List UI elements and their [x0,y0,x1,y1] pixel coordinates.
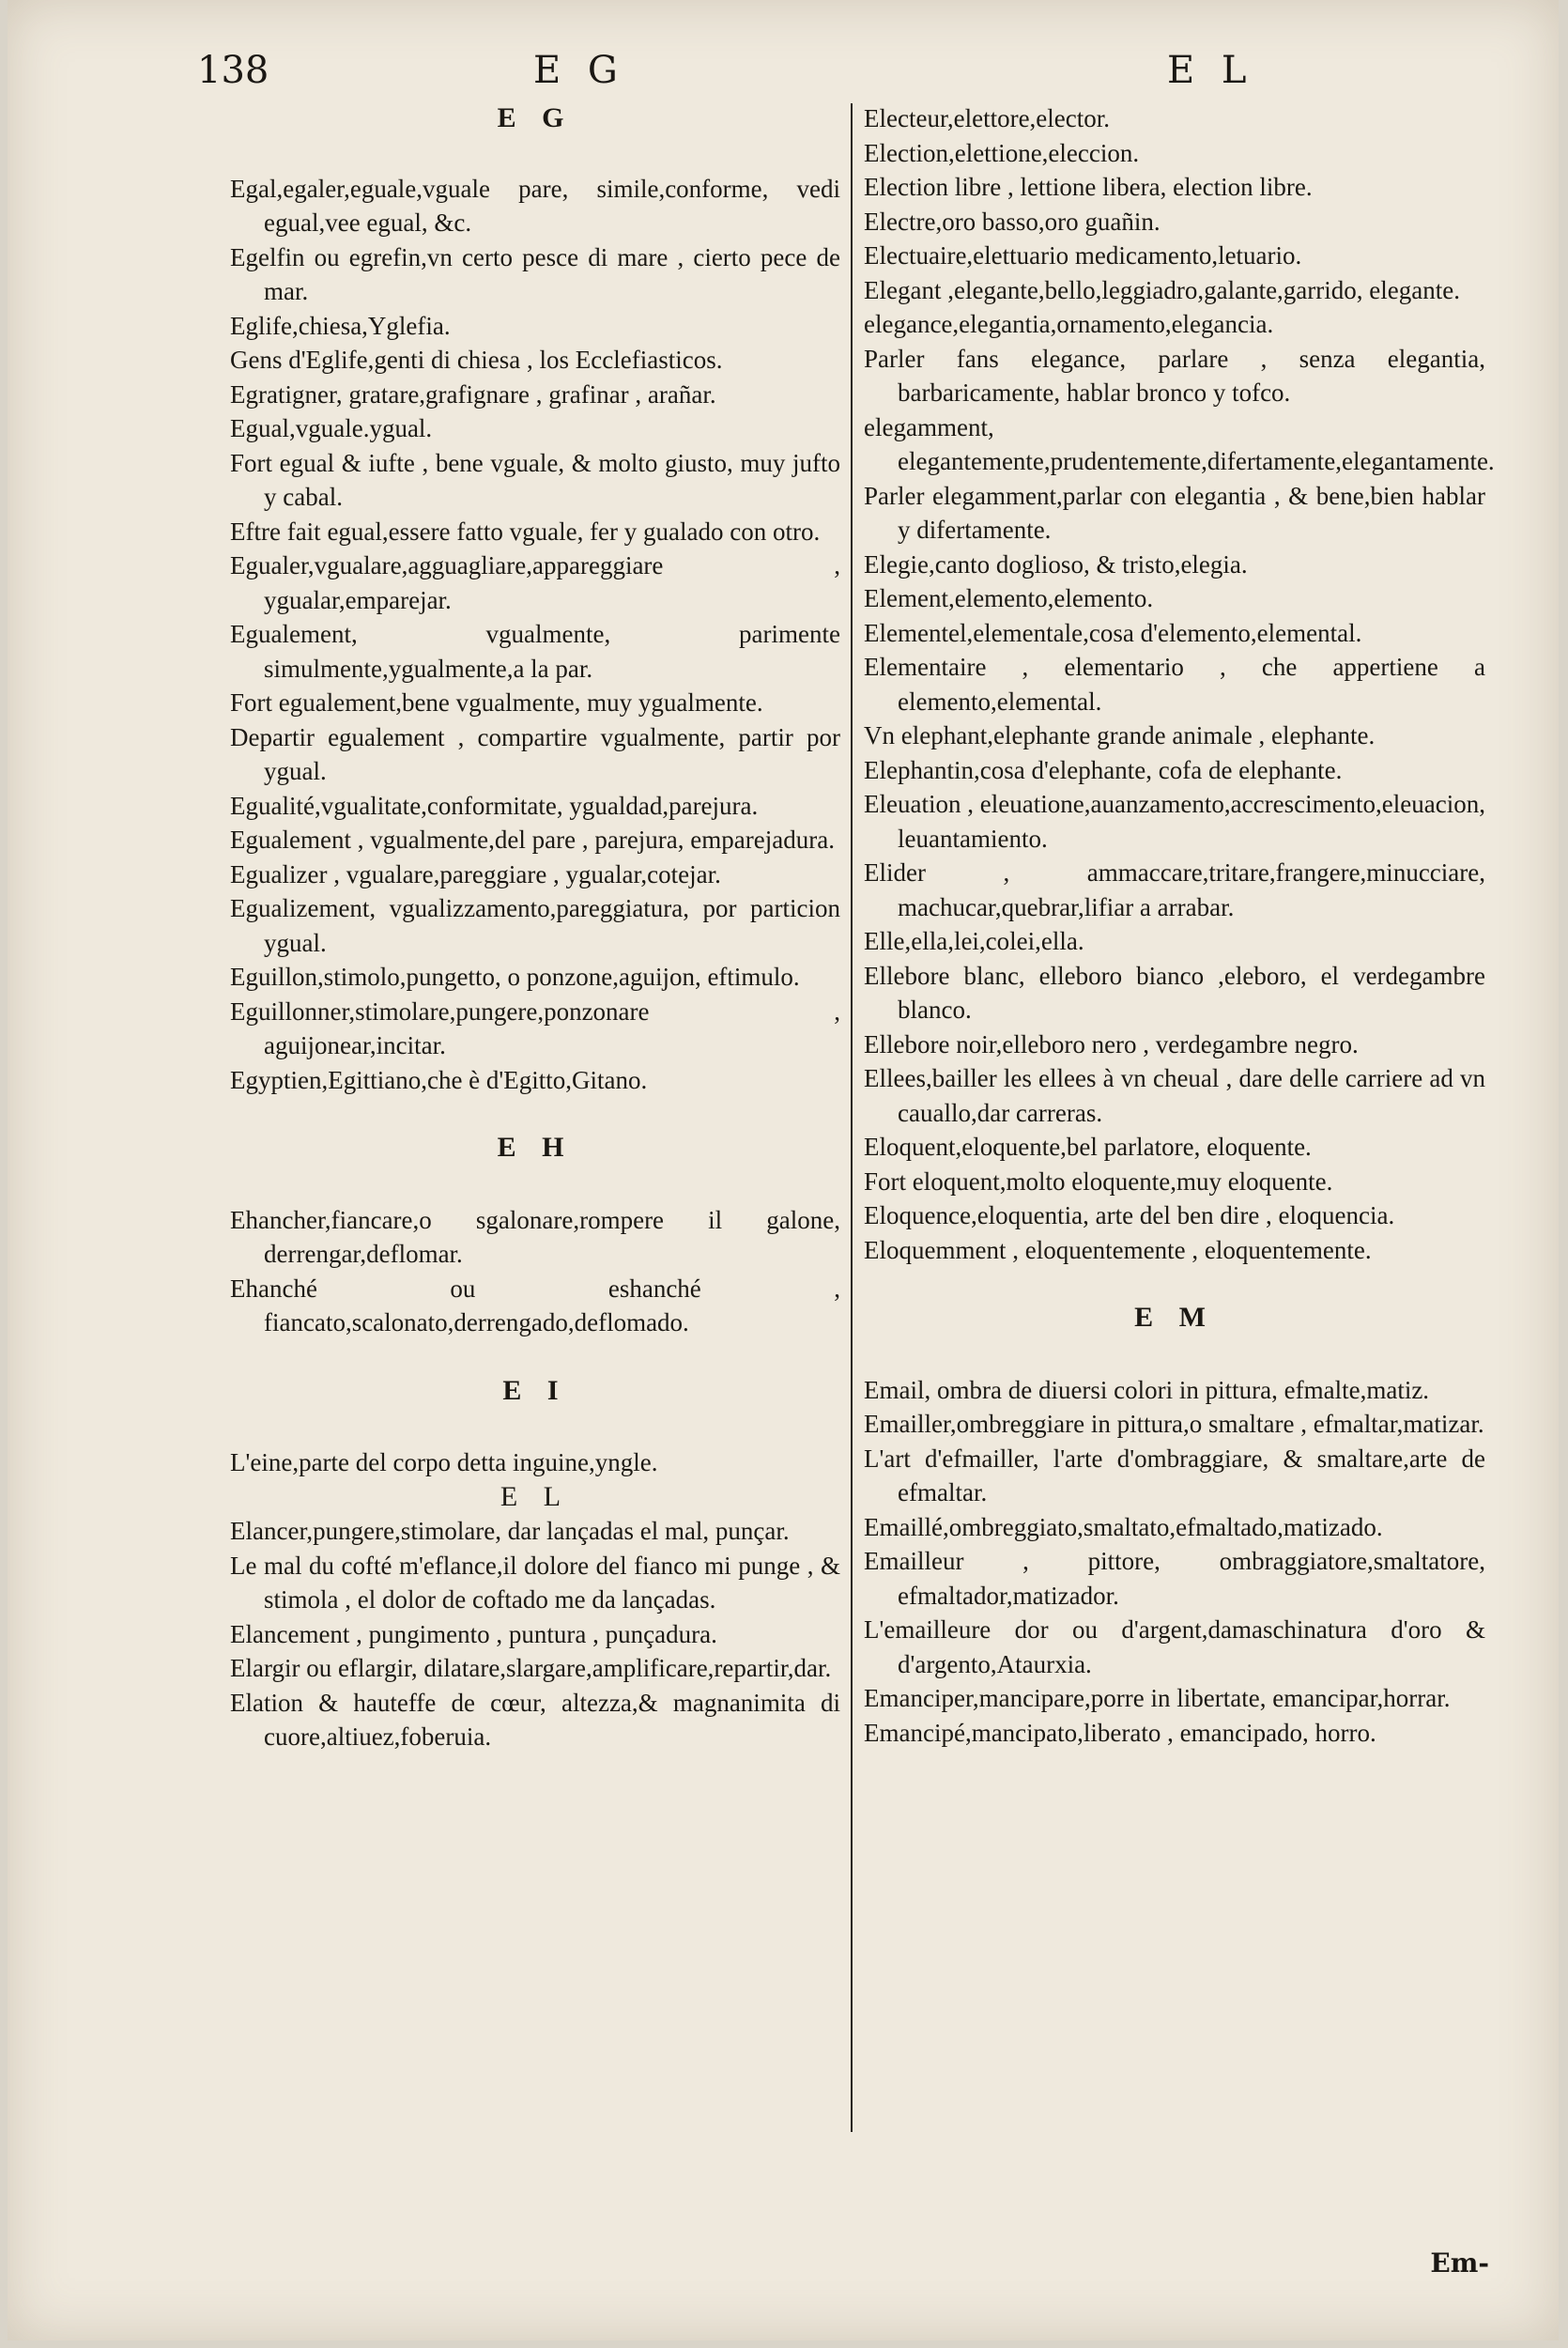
book-page [8,0,1559,2340]
dictionary-entry: Eleuation , eleuatione,auanzamento,accrescimento,eleuacion, leuantamiento. [864,790,1485,853]
right-column [864,101,1495,2284]
dictionary-entry: Parler elegamment,parlar con elegantia , & bene,bien hablar y difertamente. [864,481,1485,544]
dictionary-entry: Emanciper,mancipare,porre in libertate, emancipar,horrar. [864,1684,1451,1712]
dictionary-entry: Fort egualement,bene vgualmente, muy ygualmente. [230,688,763,717]
dictionary-entry: Elargir ou eflargir, dilatare,slargare,amplificare,repartir,dar. [230,1654,832,1682]
dictionary-entry: Parler fans elegance, parlare , senza elegantia, barbaricamente, hablar bronco y tofco. [864,344,1485,407]
dictionary-entry: Election libre , lettione libera, election libre. [864,173,1313,201]
section-heading: E L [500,1480,571,1512]
dictionary-entry: Elephantin,cosa d'elephante, cofa de elephante. [864,755,1343,784]
dictionary-entry: Election,elettione,eleccion. [864,138,1140,167]
section-heading: E H [497,1132,574,1163]
dictionary-entry: Electre,oro basso,oro guañin. [864,207,1161,236]
dictionary-entry: Fort egual & iufte , bene vguale, & molto giusto, muy jufto y cabal. [230,448,840,511]
dictionary-entry: Ellees,bailler les ellees à vn cheual , dare delle carriere ad vn cauallo,dar carreras. [864,1064,1485,1127]
dictionary-entry: Element,elemento,elemento. [864,584,1154,612]
dictionary-entry: Vn elephant,elephante grande animale , elephante. [864,721,1376,749]
dictionary-entry: L'emailleure dor ou d'argent,damaschinatura d'oro & d'argento,Ataurxia. [864,1615,1485,1678]
dictionary-entry: Egratigner, gratare,grafignare , grafinar , arañar. [230,379,716,409]
dictionary-entry: Eftre fait egual,essere fatto vguale, fer y gualado con otro. [230,517,821,546]
dictionary-entry: Eloquent,eloquente,bel parlatore, eloquente. [864,1133,1312,1161]
dictionary-entry: Elementaire , elementario , che appertiene a elemento,elemental. [864,653,1485,716]
dictionary-entry: L'eine,parte del corpo detta inguine,yngle. [230,1448,658,1476]
dictionary-entry: Emailler,ombreggiare in pittura,o smaltare , efmaltar,matizar. [864,1410,1484,1438]
dictionary-entry: Elancer,pungere,stimolare, dar lançadas el mal, punçar. [230,1517,790,1545]
dictionary-entry: Eguillonner,stimolare,pungere,ponzonare , aguijonear,incitar. [230,996,840,1059]
dictionary-entry: Eglife,chiesa,Yglefia. [230,311,451,340]
dictionary-entry: Electeur,elettore,elector. [864,104,1111,132]
dictionary-entry: Egualité,vgualitate,conformitate, ygualdad,parejura. [230,791,759,820]
dictionary-entry: Ellebore noir,elleboro nero , verdegambre negro. [864,1029,1359,1058]
left-column [230,101,840,2284]
dictionary-entry: Egelfin ou egrefin,vn certo pesce di mare , cierto pece de mar. [230,242,840,305]
dictionary-entry: Emancipé,mancipato,liberato , emancipado, horro. [864,1718,1376,1747]
dictionary-entry: L'art d'efmailler, l'arte d'ombraggiare, & smaltare,arte de efmaltar. [864,1444,1485,1506]
dictionary-entry: Elancement , pungimento , puntura , punçadura. [230,1619,717,1648]
dictionary-entry: Egualer,vgualare,agguagliare,appareggiare , ygualar,emparejar. [230,551,840,614]
dictionary-entry: Egual,vguale.ygual. [230,414,433,442]
dictionary-entry: Egualement , vgualmente,del pare , parejura, emparejadura. [230,826,835,854]
dictionary-entry: Eguillon,stimolo,pungetto, o ponzone,aguijon, eftimulo. [230,963,800,991]
dictionary-entry: Egyptien,Egittiano,che è d'Egitto,Gitano. [230,1065,648,1094]
section-heading: E M [1134,1302,1215,1333]
dictionary-entry: Ehanché ou eshanché , fiancato,scalonato,derrengado,deflomado. [230,1274,840,1336]
dictionary-entry: Fort eloquent,molto eloquente,muy eloquente. [864,1166,1333,1196]
dictionary-entry: Egal,egaler,eguale,vguale pare, simile,conforme, vedi egual,vee egual, &c. [230,174,840,237]
dictionary-entry: elegance,elegantia,ornamento,elegancia. [864,310,1274,338]
section-heading: E G [497,102,574,133]
dictionary-entry: Eloquemment , eloquentemente , eloquentemente. [864,1235,1372,1264]
dictionary-entry: Electuaire,elettuario medicamento,letuario. [864,241,1302,270]
dictionary-entry: Eloquence,eloquentia, arte del ben dire , eloquencia. [864,1201,1395,1229]
running-head-right: E L [1167,49,1254,92]
dictionary-entry: elegamment, elegantemente,prudentemente,difertamente,elegantamente. [864,412,1495,475]
running-head [8,49,1559,105]
dictionary-entry: Emaillé,ombreggiato,smaltato,efmaltado,matizado. [864,1512,1383,1541]
dictionary-entry: Emailleur , pittore, ombraggiatore,smaltatore, efmaltador,matizador. [864,1547,1485,1610]
dictionary-entry: Egualement, vgualmente, parimente simulmente,ygualmente,a la par. [230,620,840,683]
dictionary-entry: Email, ombra de diuersi colori in pittura, efmalte,matiz. [864,1375,1430,1404]
dictionary-entry: Egualizement, vgualizzamento,pareggiatura, por particion ygual. [230,894,840,957]
dictionary-entry: Elementel,elementale,cosa d'elemento,elemental. [864,618,1362,647]
dictionary-entry: Elider , ammaccare,tritare,frangere,minucciare, machucar,quebrar,lifiar a arrabar. [864,858,1485,921]
dictionary-entry: Ellebore blanc, elleboro bianco ,eleboro, el verdegambre blanco. [864,961,1485,1024]
dictionary-entry: Elegie,canto doglioso, & tristo,elegia. [864,549,1248,579]
dictionary-entry: Ehancher,fiancare,o sgalonare,rompere il galone, derrengar,deflomar. [230,1205,840,1268]
running-head-left: E G [533,49,625,92]
column-divider [851,103,853,2132]
dictionary-entry: Egualizer , vgualare,pareggiare , ygualar,cotejar. [230,859,721,888]
dictionary-entry: Elation & hauteffe de cœur, altezza,& magnanimita di cuore,altiuez,foberuia. [230,1688,840,1751]
dictionary-entry: Elle,ella,lei,colei,ella. [864,927,1084,955]
catchword: Em- [1430,2248,1489,2278]
dictionary-entry: Elegant ,elegante,bello,leggiadro,galante,garrido, elegante. [864,275,1460,304]
page-number: 138 [197,49,269,92]
dictionary-entry: Gens d'Eglife,genti di chiesa , los Ecclefiasticos. [230,346,723,374]
section-heading: E I [502,1374,568,1406]
dictionary-entry: Departir egualement , compartire vgualmente, partir por ygual. [230,722,840,785]
dictionary-entry: Le mal du cofté m'eflance,il dolore del fianco mi punge , & stimola , el dolor de coftado me da lançadas. [230,1551,840,1614]
